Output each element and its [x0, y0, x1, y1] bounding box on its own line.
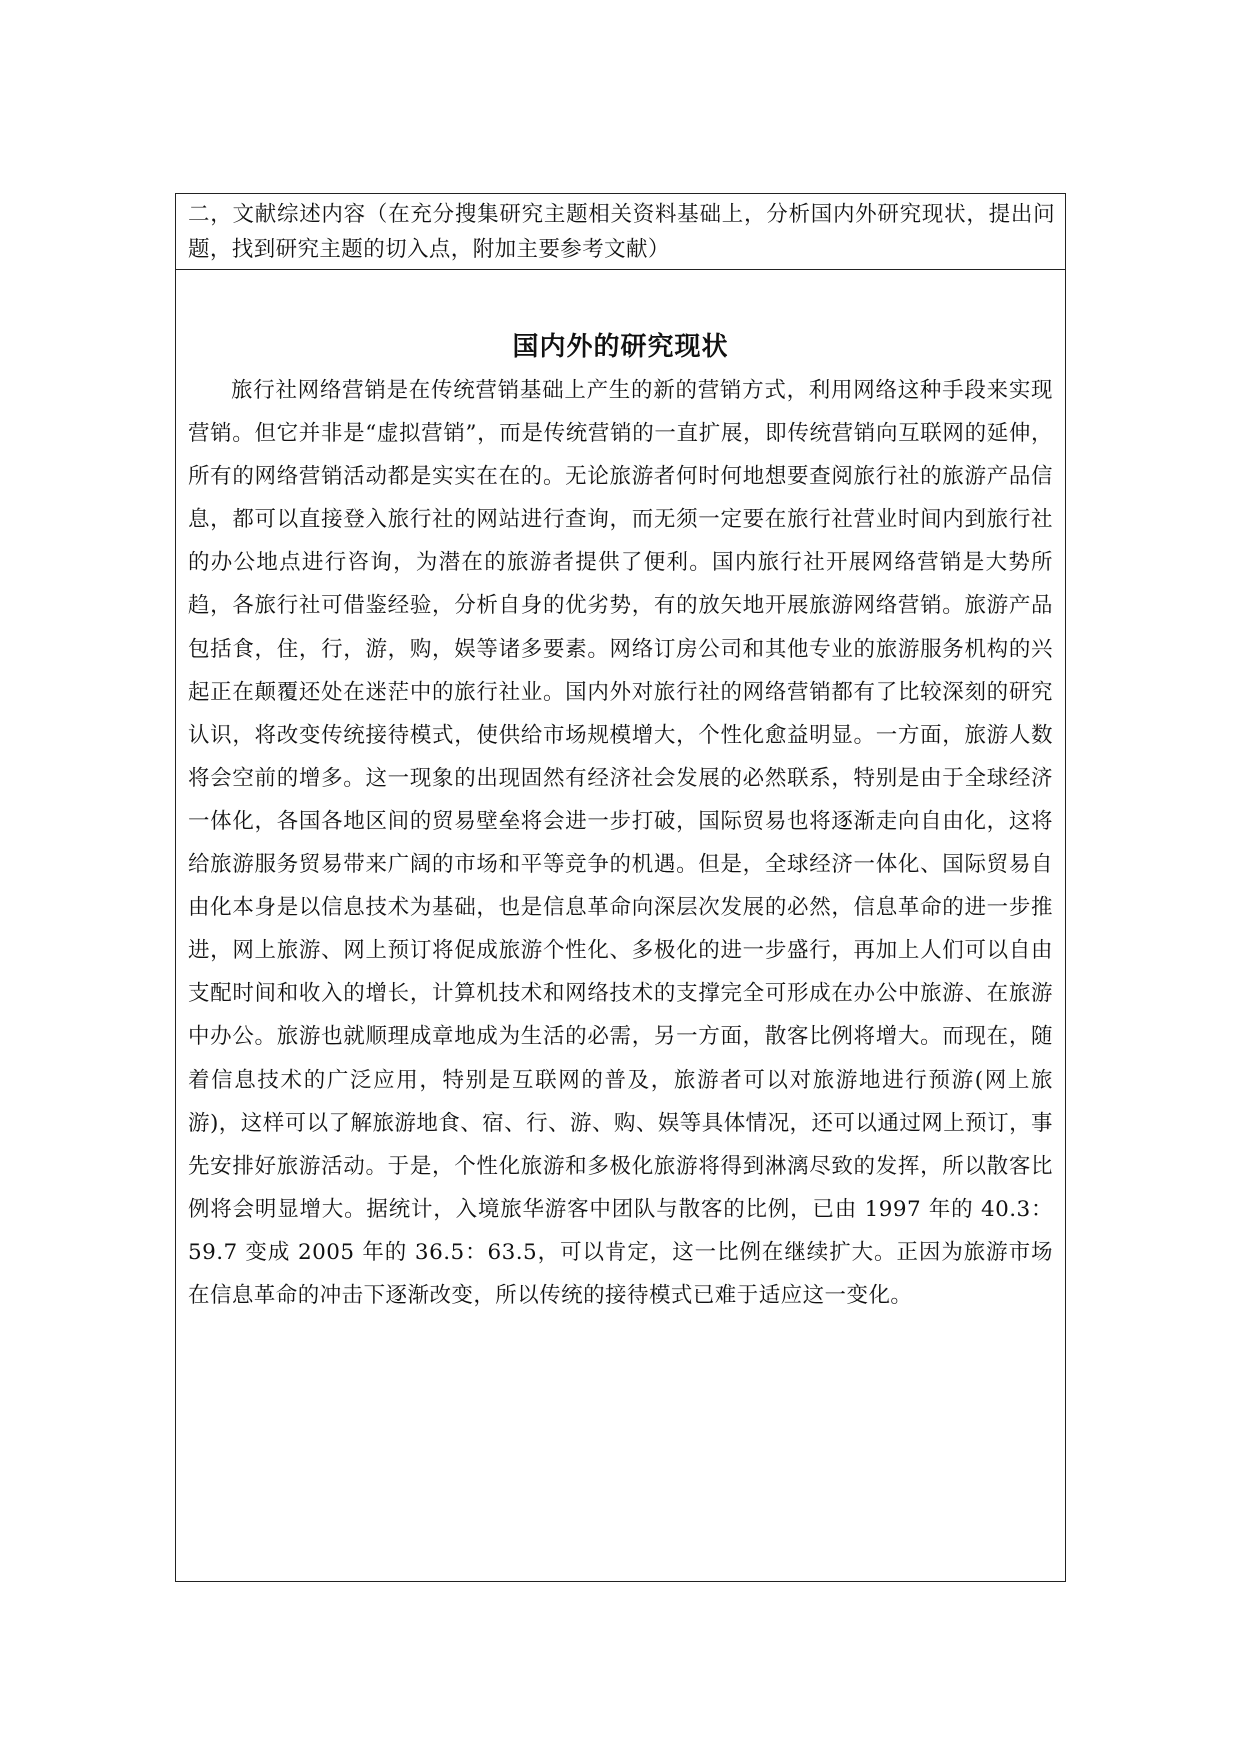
body-paragraph: 旅行社网络营销是在传统营销基础上产生的新的营销方式，利用网络这种手段来实现营销。但它并非是“虚拟营销”，而是传统营销的一直扩展，即传统营销向互联网的延伸，所有的网络营销活动都是实实在在的。无论旅游者何时何地想要查阅旅行社的旅游产品信息，都可以直接登入旅行社的网站进行查询，而无须一定要在旅行社营业时间内到旅行社的办公地点进行咨询，为潜在的旅游者提供了便利。国内旅行社开展网络营销是大势所趋，各旅行社可借鉴经验，分析自身的优劣势，有的放矢地开展旅游网络营销。旅游产品包括食，住，行，游，购，娱等诸多要素。网络订房公司和其他专业的旅游服务机构的兴起正在颠覆还处在迷茫中的旅行社业。国内外对旅行社的网络营销都有了比较深刻的研究认识，将改变传统接待模式，使供给市场规模增大，个性化愈益明显。一方面，旅游人数将会空前的增多。这一现象的出现固然有经济社会发展的必然联系，特别是由于全球经济一体化，各国各地区间的贸易壁垒将会进一步打破，国际贸易也将逐渐走向自由化，这将给旅游服务贸易带来广阔的市场和平等竞争的机遇。但是，全球经济一体化、国际贸易自由化本身是以信息技术为基础，也是信息革命向深层次发展的必然，信息革命的进一步推进，网上旅游、网上预订将促成旅游个性化、多极化的进一步盛行，再加上人们可以自由支配时间和收入的增长，计算机技术和网络技术的支撑完全可形成在办公中旅游、在旅游中办公。旅游也就顺理成章地成为生活的必需，另一方面，散客比例将增大。而现在，随着信息技术的广泛应用，特别是互联网的普及，旅游者可以对旅游地进行预游(网上旅游)，这样可以了解旅游地食、宿、行、游、购、娱等具体情况，还可以通过网上预订，事先安排好旅游活动。于是，个性化旅游和多极化旅游将得到淋漓尽致的发挥，所以散客比例将会明显增大。据统计，入境旅华游客中团队与散客的比例，已由 1997 年的 40.3：59.7 变成 2005 年的 36.5：63.5，可以肯定，这一比例在继续扩大。正因为旅游市场在信息革命的冲击下逐渐改变，所以传统的接待模式已难于适应这一变化。: [188, 378, 1053, 1308]
literature-review-table: [175, 193, 1066, 1582]
section-instruction: 二，文献综述内容（在充分搜集研究主题相关资料基础上，分析国内外研究现状，提出问题，找到研究主题的切入点，附加主要参考文献）: [188, 202, 1055, 262]
table-header-cell: [176, 194, 1065, 270]
section-title: 国内外的研究现状: [512, 332, 729, 362]
table-content-cell: [176, 270, 1065, 1581]
